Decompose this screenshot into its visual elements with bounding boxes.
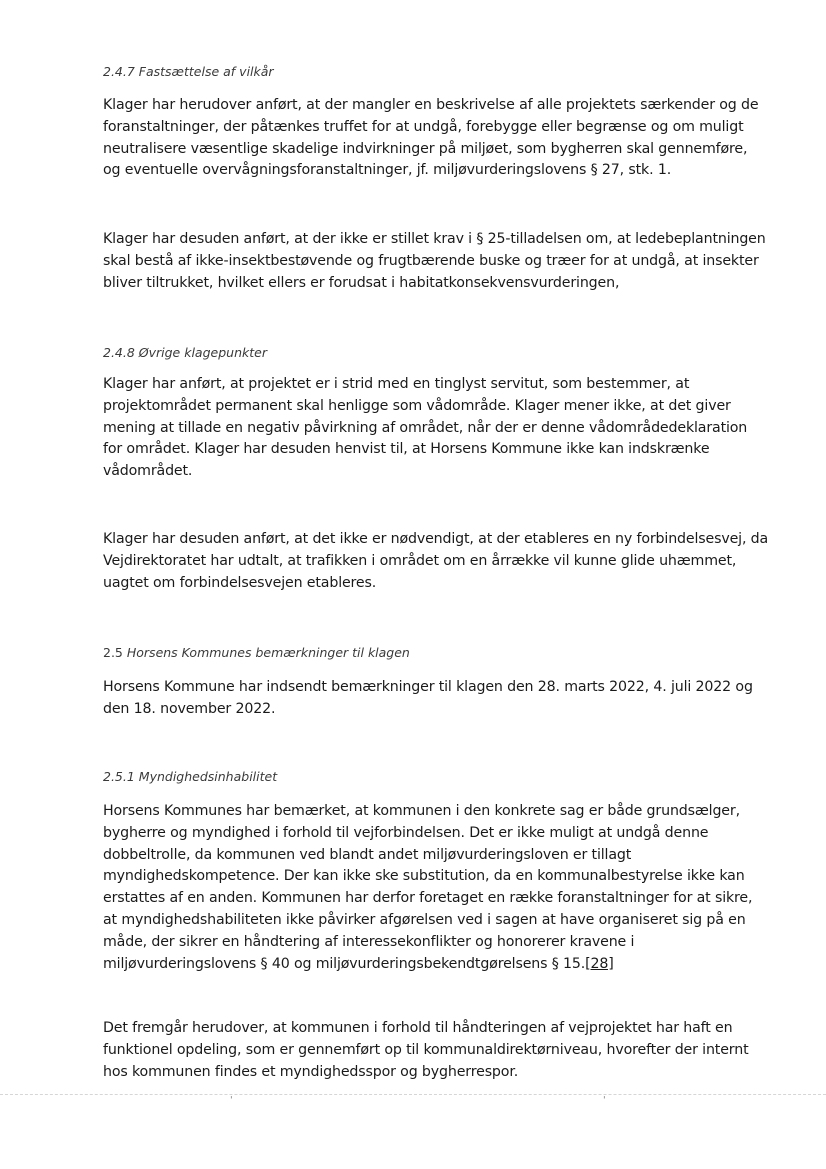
text-line: vådområdet. — [103, 463, 193, 480]
text-line: måde, der sikrer en håndtering af interessekonflikter og honorerer kravene i — [103, 933, 635, 950]
text-fragment: miljøvurderingslovens § 40 og miljøvurderingsbekendtgørelsens § 15. — [103, 955, 586, 972]
text-line: neutralisere væsentlige skadelige indvirkninger på miljøet, som bygherren skal gennemføre, — [103, 140, 748, 157]
text-line: funktionel opdeling, som er gennemført op til kommunaldirektørniveau, hvorefter der internt — [103, 1041, 749, 1058]
section-heading-2-4-7: 2.4.7 Fastsættelse af vilkår — [103, 64, 274, 79]
text-line: Vejdirektoratet har udtalt, at trafikken i området om en årrække vil kunne glide uhæmmet, — [103, 552, 737, 569]
text-line: Klager har desuden anført, at det ikke er nødvendigt, at der etableres en ny forbindelsesvej, da — [103, 531, 769, 547]
paragraph — [103, 529, 769, 594]
text-line: skal bestå af ikke-insektbestøvende og frugtbærende buske og træer for at undgå, at insekter — [103, 252, 759, 269]
text-line: den 18. november 2022. — [103, 700, 276, 717]
paragraph — [103, 229, 766, 294]
section-heading-2-5-1: 2.5.1 Myndighedsinhabilitet — [103, 769, 278, 784]
text-line: erstattes af en anden. Kommunen har derfor foretaget en række foranstaltninger for at sikre, — [103, 890, 753, 907]
section-heading-2-5 — [103, 644, 728, 662]
text-line: hos kommunen findes et myndighedsspor og bygherrespor. — [103, 1063, 519, 1080]
text-line: bliver tiltrukket, hvilket ellers er forudsat i habitatkonsekvensvurderingen, — [103, 274, 620, 291]
section-title: Horsens Kommunes bemærkninger til klagen — [126, 645, 410, 660]
page-break-rule — [0, 1094, 826, 1095]
paragraph — [103, 1018, 749, 1083]
text-line: Klager har herudover anført, at der mangler en beskrivelse af alle projektets særkender og de — [103, 97, 759, 113]
text-line: for området. Klager har desuden henvist til, at Horsens Kommune ikke kan indskrænke — [103, 441, 710, 458]
text-line: dobbeltrolle, da kommunen ved blandt andet miljøvurderingsloven er tillagt — [103, 846, 632, 863]
section-heading-2-4-8: 2.4.8 Øvrige klagepunkter — [103, 345, 267, 360]
text-line: Klager har anført, at projektet er i strid med en tinglyst servitut, som bestemmer, at — [103, 376, 690, 392]
text-line: projektområdet permanent skal henligge som vådområde. Klager mener ikke, at det giver — [103, 397, 731, 414]
text-line: foranstaltninger, der påtænkes truffet for at undgå, forebygge eller begrænse og om muligt — [103, 118, 744, 135]
text-line: uagtet om forbindelsesvejen etableres. — [103, 574, 377, 591]
text-line: myndighedskompetence. Der kan ikke ske substitution, da en kommunalbestyrelse ikke kan — [103, 868, 745, 885]
scan-mark: ˌ — [603, 1090, 606, 1100]
text-line: bygherre og myndighed i forhold til vejforbindelsen. Det er ikke muligt at undgå denne — [103, 824, 709, 841]
section-number: 2.5 — [103, 645, 123, 660]
footnote-link[interactable]: [28] — [585, 955, 614, 972]
text-line: Horsens Kommunes har bemærket, at kommunen i den konkrete sag er både grundsælger, — [103, 803, 740, 819]
text-line: Horsens Kommune har indsendt bemærkninger til klagen den 28. marts 2022, 4. juli 2022 og — [103, 679, 753, 695]
text-line: Klager har desuden anført, at der ikke er stillet krav i § 25-tilladelsen om, at ledebeplantningen — [103, 231, 766, 247]
paragraph — [103, 801, 753, 975]
scan-mark: ˌ — [230, 1090, 233, 1100]
paragraph — [103, 677, 753, 721]
text-line: mening at tillade en negativ påvirkning af området, når der er denne vådområdedeklaration — [103, 419, 748, 436]
text-line: Det fremgår herudover, at kommunen i forhold til håndteringen af vejprojektet har haft en — [103, 1020, 733, 1036]
text-line: og eventuelle overvågningsforanstaltninger, jf. miljøvurderingslovens § 27, stk. 1. — [103, 162, 672, 179]
text-line — [103, 954, 728, 976]
paragraph — [103, 95, 759, 182]
text-line: at myndighedshabiliteten ikke påvirker afgørelsen ved i sagen at have organiseret sig på en — [103, 911, 746, 928]
paragraph — [103, 374, 748, 483]
